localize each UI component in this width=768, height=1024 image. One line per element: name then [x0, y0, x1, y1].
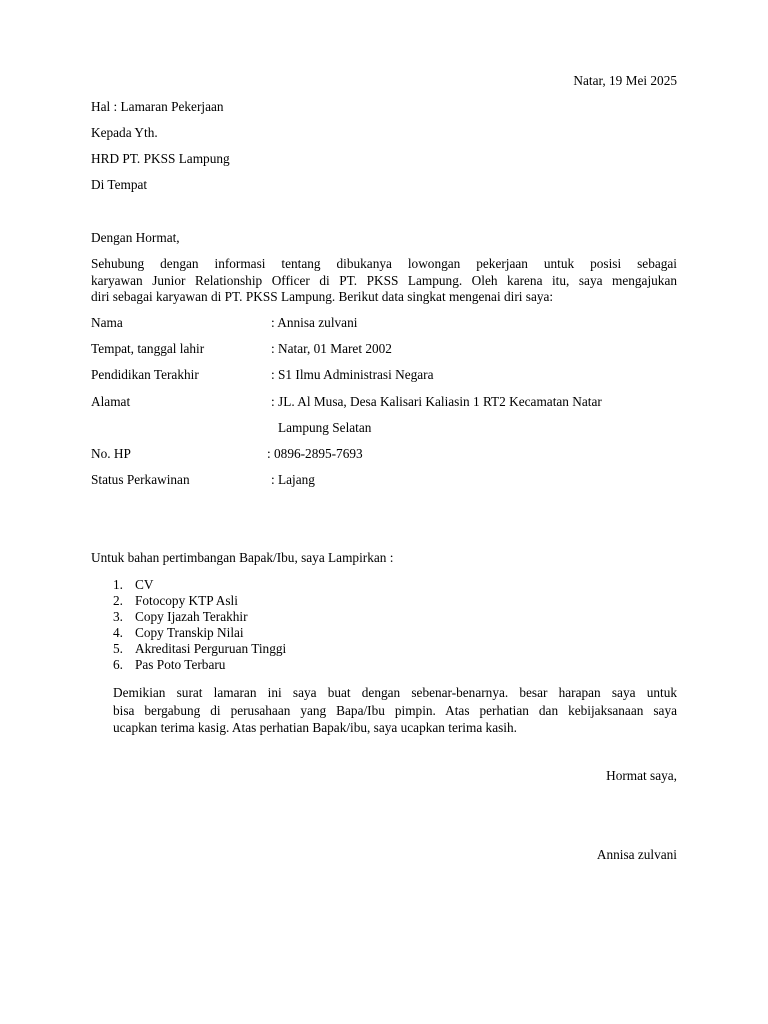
closing-line: Demikian surat lamaran ini saya buat dengan sebenar-benarnya. besar harapan saya untuk: [113, 685, 677, 700]
intro-line: karyawan Junior Relationship Officer di PT. PKSS Lampung. Oleh karena itu, saya mengajukan: [91, 272, 677, 288]
data-label-status: Status Perkawinan: [91, 472, 190, 487]
attachment-item: [113, 625, 286, 641]
data-label-hp: No. HP: [91, 446, 131, 461]
intro-line: diri sebagai karyawan di PT. PKSS Lampung. Berikut data singkat mengenai diri saya:: [91, 289, 554, 304]
attachment-item: [113, 641, 286, 657]
attachment-intro: Untuk bahan pertimbangan Bapak/Ibu, saya Lampirkan :: [91, 550, 394, 565]
attachment-text: Akreditasi Perguruan Tinggi: [135, 641, 287, 657]
intro-line: Sehubung dengan informasi tentang dibukanya lowongan pekerjaan untuk posisi sebagai: [91, 256, 677, 271]
closing-paragraph: [113, 684, 677, 737]
data-value-pendidikan: : S1 Ilmu Administrasi Negara: [271, 367, 434, 382]
attachment-number: 3.: [113, 609, 123, 625]
attachment-text: Fotocopy KTP Asli: [135, 593, 238, 609]
attachment-text: Copy Ijazah Terakhir: [135, 609, 248, 625]
data-value-alamat: : JL. Al Musa, Desa Kalisari Kaliasin 1 RT2 Kecamatan Natar: [271, 394, 602, 409]
closing-line: bisa bergabung di perusahaan yang Bapa/Ibu pimpin. Atas perhatian dan kebijaksanaan saya: [113, 702, 677, 718]
intro-paragraph: [91, 256, 677, 306]
attachment-text: Copy Transkip Nilai: [135, 625, 244, 641]
recipient-line-2: HRD PT. PKSS Lampung: [91, 151, 230, 166]
data-value-nama: : Annisa zulvani: [271, 315, 358, 330]
attachment-list: [113, 577, 286, 674]
closing-line: ucapkan terima kasig. Atas perhatian Bapak/ibu, saya ucapkan terima kasih.: [113, 720, 517, 735]
data-value-status: : Lajang: [271, 472, 315, 487]
data-label-alamat: Alamat: [91, 394, 131, 409]
attachment-number: 6.: [113, 657, 123, 673]
attachment-item: [113, 593, 286, 609]
data-value-hp: : 0896-2895-7693: [267, 446, 363, 461]
valediction: Hormat saya,: [606, 768, 677, 783]
attachment-text: Pas Poto Terbaru: [135, 657, 226, 673]
recipient-line-3: Di Tempat: [91, 177, 148, 192]
attachment-number: 5.: [113, 641, 123, 657]
attachment-number: 4.: [113, 625, 123, 641]
attachment-text: CV: [135, 577, 154, 592]
letter-subject: Hal : Lamaran Pekerjaan: [91, 99, 224, 114]
attachment-item: [113, 609, 286, 625]
attachment-number: 2.: [113, 593, 123, 609]
attachment-item: [113, 657, 286, 673]
data-value-ttl: : Natar, 01 Maret 2002: [271, 341, 392, 356]
greeting: Dengan Hormat,: [91, 230, 180, 245]
place-date: Natar, 19 Mei 2025: [573, 73, 677, 88]
data-label-ttl: Tempat, tanggal lahir: [91, 341, 205, 356]
signature-name: Annisa zulvani: [596, 847, 677, 862]
recipient-line-1: Kepada Yth.: [91, 125, 158, 140]
data-value-alamat-line-2: Lampung Selatan: [278, 420, 372, 435]
data-label-nama: Nama: [91, 315, 123, 330]
attachment-number: 1.: [113, 577, 123, 592]
attachment-item: [113, 577, 286, 593]
data-label-pendidikan: Pendidikan Terakhir: [91, 367, 199, 382]
